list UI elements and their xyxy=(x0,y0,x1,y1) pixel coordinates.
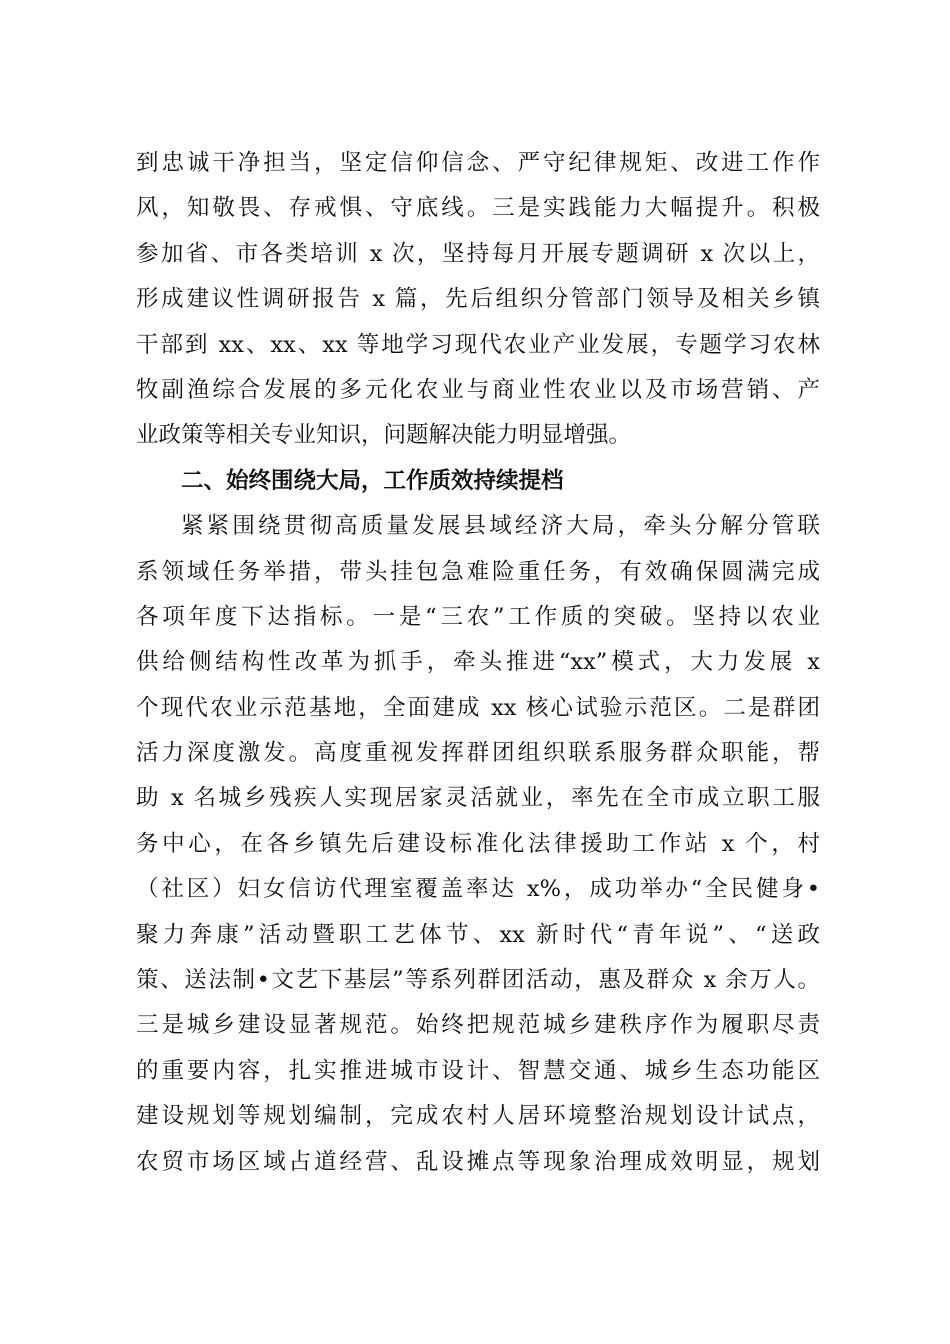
text-line: 牧副渔综合发展的多元化农业与商业性农业以及市场营销、产 xyxy=(136,376,820,403)
text-line: 策、送法制•文艺下基层”等系列群团活动，惠及群众 x 余万人。 xyxy=(136,967,820,994)
text-line: 农贸市场区域占道经营、乱设摊点等现象治理成效明显，规划 xyxy=(136,1148,820,1175)
text-line: 到忠诚干净担当，坚定信仰信念、严守纪律规矩、改进工作作 xyxy=(136,150,820,176)
text-line: 个现代农业示范基地，全面建成 xx 核心试验示范区。二是群团 xyxy=(136,694,820,721)
text-line: 的重要内容，扎实推进城市设计、智慧交通、城乡生态功能区 xyxy=(136,1057,820,1084)
text-line: 风，知敬畏、存戒惧、守底线。三是实践能力大幅提升。积极 xyxy=(136,195,820,222)
text-line: 务中心，在各乡镇先后建设标准化法律援助工作站 x 个，村 xyxy=(136,830,820,857)
text-line: 供给侧结构性改革为抓手，牵头推进“xx”模式，大力发展 x xyxy=(136,649,820,676)
text-line: 活力深度激发。高度重视发挥群团组织联系服务群众职能，帮 xyxy=(136,740,820,767)
text-line: 参加省、市各类培训 x 次，坚持每月开展专题调研 x 次以上， xyxy=(136,240,820,267)
text-line: 聚力奔康”活动暨职工艺体节、xx 新时代“青年说”、“送政 xyxy=(136,921,820,948)
text-line: （社区）妇女信访代理室覆盖率达 x%，成功举办“全民健身• xyxy=(136,876,820,903)
text-line: 系领域任务举措，带头挂包急难险重任务，有效确保圆满完成 xyxy=(136,558,820,585)
text-line: 各项年度下达指标。一是“三农”工作质的突破。坚持以农业 xyxy=(136,603,820,630)
text-line: 三是城乡建设显著规范。始终把规范城乡建秩序作为履职尽责 xyxy=(136,1012,820,1039)
section-paragraph xyxy=(136,504,820,1185)
text-line: 干部到 xx、xx、xx 等地学习现代农业产业发展，专题学习农林 xyxy=(136,331,820,358)
text-line: 形成建议性调研报告 x 篇，先后组织分管部门领导及相关乡镇 xyxy=(136,286,820,313)
paragraph-continuation xyxy=(136,141,820,459)
text-line: 业政策等相关专业知识，问题解决能力明显增强。 xyxy=(136,422,632,449)
text-line: 建设规划等规划编制，完成农村人居环境整治规划设计试点， xyxy=(136,1103,820,1130)
document-body xyxy=(136,141,820,1185)
text-line: 助 x 名城乡残疾人实现居家灵活就业，率先在全市成立职工服 xyxy=(136,785,820,812)
text-line: 紧紧围绕贯彻高质量发展县域经济大局，牵头分解分管联 xyxy=(181,513,820,540)
section-heading: 二、始终围绕大局，工作质效持续提档 xyxy=(181,467,564,494)
